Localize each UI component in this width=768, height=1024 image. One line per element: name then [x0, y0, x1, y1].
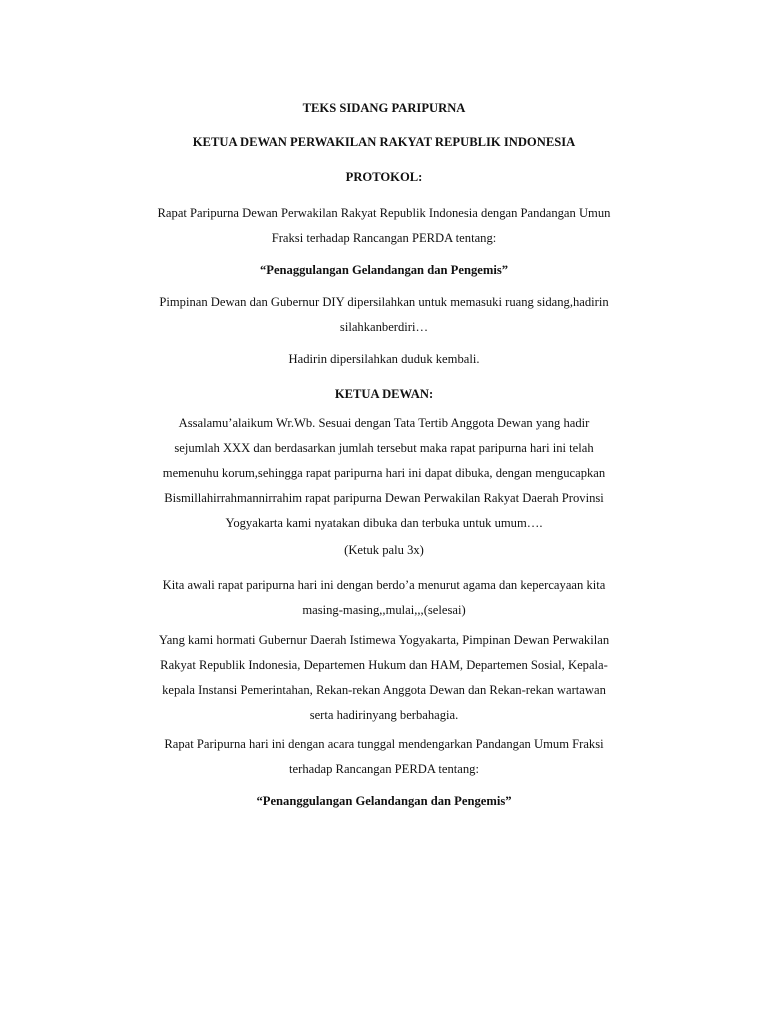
paragraph-line: Rapat Paripurna hari ini dengan acara tunggal mendengarkan Pandangan Umum Fraksi — [164, 737, 604, 751]
paragraph-line: Bismillahirrahmannirrahim rapat paripurna Dewan Perwakilan Rakyat Daerah Provinsi — [164, 491, 604, 505]
gavel-note: (Ketuk palu 3x) — [344, 543, 424, 557]
agenda-paragraph — [150, 732, 618, 782]
topic-title-2: “Penanggulangan Gelandangan dan Pengemis” — [256, 794, 512, 808]
paragraph-line: Rakyat Republik Indonesia, Departemen Hukum dan HAM, Departemen Sosial, Kepala- — [160, 658, 608, 672]
paragraph-line: Kita awali rapat paripurna hari ini dengan berdo’a menurut agama dan kepercayaan kita — [162, 578, 606, 592]
seated-instruction: Hadirin dipersilahkan duduk kembali. — [288, 352, 480, 366]
paragraph-line: Fraksi terhadap Rancangan PERDA tentang: — [271, 231, 497, 245]
topic-title-1: “Penaggulangan Gelandangan dan Pengemis” — [259, 263, 509, 277]
prayer-paragraph — [150, 573, 618, 623]
opening-paragraph — [150, 411, 618, 536]
document-title: TEKS SIDANG PARIPURNA — [302, 101, 466, 115]
paragraph-line: terhadap Rancangan PERDA tentang: — [289, 762, 479, 776]
paragraph-line: masing-masing,,mulai,,,(selesai) — [302, 603, 466, 617]
paragraph-line: Rapat Paripurna Dewan Perwakilan Rakyat Republik Indonesia dengan Pandangan Umun — [157, 206, 611, 220]
protocol-heading: PROTOKOL: — [345, 170, 423, 184]
invitation-paragraph — [150, 290, 618, 340]
protocol-intro-paragraph — [150, 201, 618, 251]
document-subtitle: KETUA DEWAN PERWAKILAN RAKYAT REPUBLIK INDONESIA — [192, 135, 576, 149]
greetings-paragraph — [150, 628, 618, 728]
paragraph-line: kepala Instansi Pemerintahan, Rekan-rekan Anggota Dewan dan Rekan-rekan wartawan — [162, 683, 606, 697]
paragraph-line: silahkanberdiri… — [339, 320, 429, 334]
paragraph-line: sejumlah XXX dan berdasarkan jumlah tersebut maka rapat paripurna hari ini telah — [174, 441, 594, 455]
paragraph-line: memenuhu korum,sehingga rapat paripurna hari ini dapat dibuka, dengan mengucapkan — [162, 466, 606, 480]
paragraph-line: Assalamu’alaikum Wr.Wb. Sesuai dengan Tata Tertib Anggota Dewan yang hadir — [178, 416, 590, 430]
paragraph-line: Pimpinan Dewan dan Gubernur DIY dipersilahkan untuk memasuki ruang sidang,hadirin — [159, 295, 609, 309]
chair-heading: KETUA DEWAN: — [334, 387, 434, 401]
paragraph-line: Yang kami hormati Gubernur Daerah Istimewa Yogyakarta, Pimpinan Dewan Perwakilan — [158, 633, 610, 647]
paragraph-line: Yogyakarta kami nyatakan dibuka dan terbuka untuk umum…. — [225, 516, 543, 530]
paragraph-line: serta hadirinyang berbahagia. — [309, 708, 459, 722]
